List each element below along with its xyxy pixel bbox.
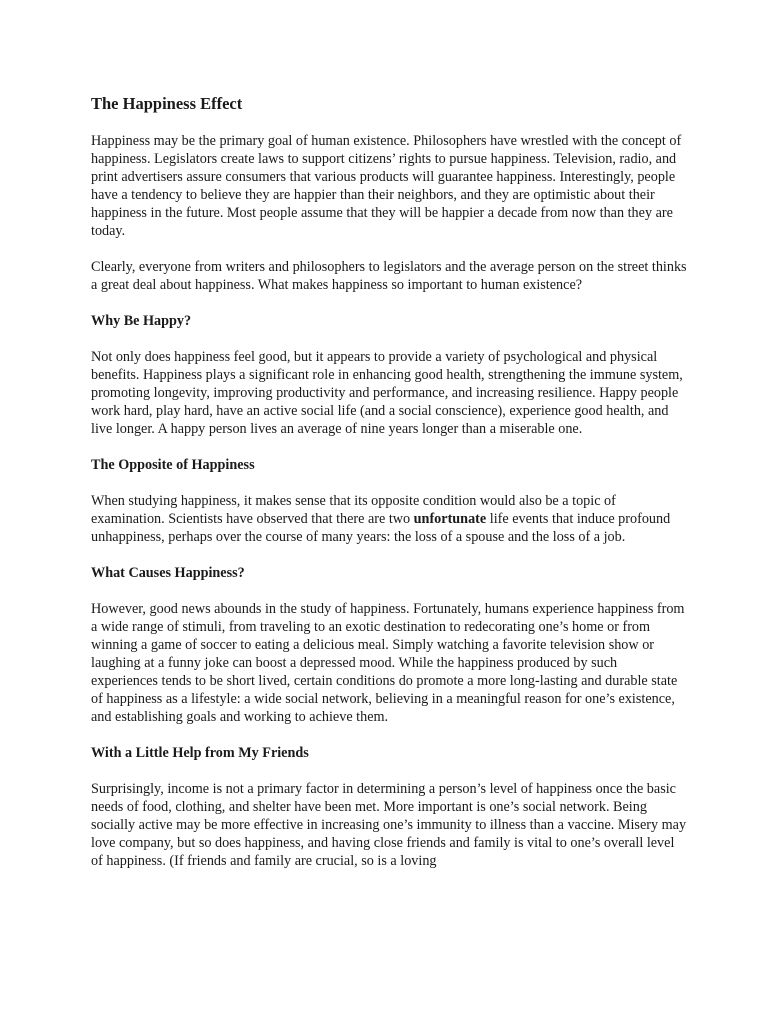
section-heading-opposite-of-happiness: The Opposite of Happiness — [91, 457, 255, 473]
section-paragraph-why-be-happy: Not only does happiness feel good, but it appears to provide a variety of psychological and physical benefits. Happiness plays a significant role in enhancing good health, strengthening the immune system, promoting longevity, improving productivity and performance, and increasing resilience. Happy people work hard, play hard, have an active social life (and a social conscience), experience good health, and live longer. A happy person lives an average of nine years longer than a miserable one. — [91, 349, 683, 437]
section-paragraph-opposite-of-happiness — [91, 492, 687, 546]
paragraph-text-before: When studying happiness, it makes sense that its opposite condition would also be a topic of examination. Scientists have observed that there are two — [91, 493, 616, 527]
intro-paragraph-1: Happiness may be the primary goal of human existence. Philosophers have wrestled with the concept of happiness. Legislators create laws to support citizens’ rights to pursue happiness. Television, radio, and print advertisers assure consumers that various products will guarantee happiness. Interestingly, people have a tendency to believe they are happier than their neighbors, and they are optimistic about their happiness in the future. Most people assume that they will be happier a decade from now than they are today. — [91, 133, 682, 239]
intro-paragraph-2: Clearly, everyone from writers and philosophers to legislators and the average person on the street thinks a great deal about happiness. What makes happiness so important to human existence? — [91, 259, 687, 293]
section-heading-why-be-happy: Why Be Happy? — [91, 313, 192, 329]
document-title: The Happiness Effect — [91, 94, 243, 113]
section-heading-little-help-from-friends: With a Little Help from My Friends — [91, 745, 309, 761]
bold-word-unfortunate: unfortunate — [413, 511, 487, 527]
paragraph-text-after: life events that induce profound unhappiness, perhaps over the course of many years: the loss of a spouse and the loss of a job. — [91, 511, 671, 545]
document-page — [91, 93, 687, 870]
section-paragraph-little-help-from-friends: Surprisingly, income is not a primary factor in determining a person’s level of happiness once the basic needs of food, clothing, and shelter have been met. More important is one’s social network. Being socially active may be more effective in increasing one’s immunity to illness than a vaccine. Misery may love company, but so does happiness, and having close friends and family is vital to one’s overall level of happiness. (If friends and family are crucial, so is a loving — [91, 781, 687, 869]
section-paragraph-what-causes-happiness: However, good news abounds in the study of happiness. Fortunately, humans experience happiness from a wide range of stimuli, from traveling to an exotic destination to redecorating one’s home or from winning a game of soccer to eating a delicious meal. Simply watching a favorite television show or laughing at a funny joke can boost a depressed mood. While the happiness produced by such experiences tends to be short lived, certain conditions do promote a more long-lasting and durable state of happiness as a lifestyle: a wide social network, believing in a meaningful reason for one’s existence, and establishing goals and working to achieve them. — [91, 601, 685, 725]
section-heading-what-causes-happiness: What Causes Happiness? — [91, 565, 245, 581]
